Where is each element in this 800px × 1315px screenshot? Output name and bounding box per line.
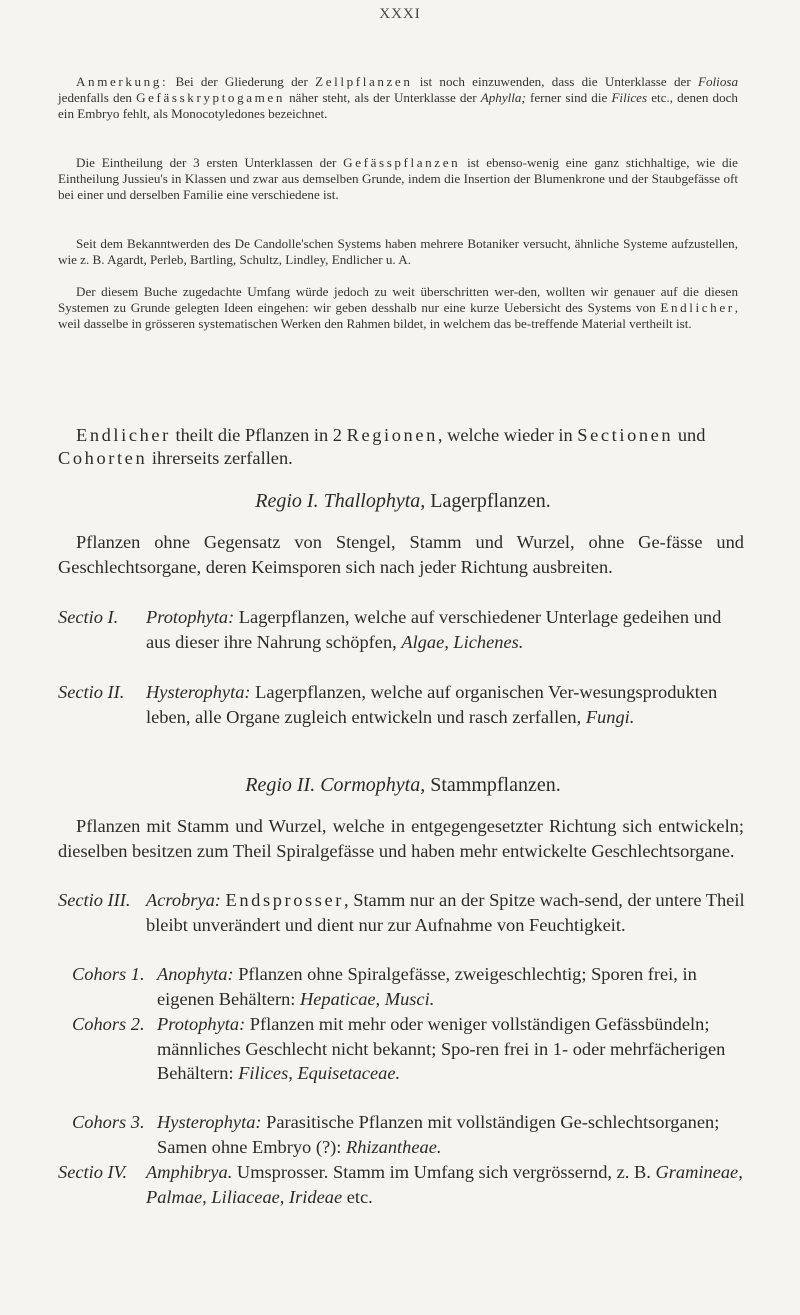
entry-name: Protophyta: — [146, 607, 235, 627]
term: Endlicher — [660, 300, 735, 315]
examples: Hepaticae, Musci. — [299, 988, 435, 1009]
term: Sectionen — [577, 425, 674, 445]
text: , Stamm nur an der Spitze wach-send, der untere Theil bleibt unverändert und dient nur zur Aufnahme von Feuchtigkeit. — [146, 890, 745, 935]
anmerkung-label: Anmerkung: — [76, 74, 169, 89]
text: ist noch einzuwenden, dass die Unterklasse der — [412, 74, 698, 89]
examples: Algae, Lichenes. — [401, 631, 524, 652]
heading-label: Regio I. — [255, 490, 319, 512]
examples: Fungi. — [585, 706, 635, 727]
heading-label: Regio II. — [245, 774, 316, 796]
term: Cohorten — [58, 448, 148, 468]
text: Pflanzen mit mehr oder weniger vollständigen Gefässbündeln; männliches Geschlecht nicht bekannt; Spo-ren frei in 1- oder mehrfächerigen Behältern: — [157, 1014, 726, 1083]
text: näher steht, als der Unterklasse der — [284, 90, 481, 105]
text: Parasitische Pflanzen mit vollständigen Ge-schlechtsorganen; Samen ohne Embryo (?): — [157, 1112, 720, 1157]
term: Gefässpflanzen — [343, 155, 461, 170]
sectio-1 — [58, 605, 748, 654]
text: theilt die Pflanzen in 2 — [170, 425, 347, 445]
entry-name: Anophyta: — [157, 964, 234, 984]
text: Pflanzen mit Stamm und Wurzel, welche in entgegengesetzter Richtung sich entwickeln; dieselben besitzen zum Theil Spiralgefässe und haben mehr entwickelte Geschlechtsorgane. — [58, 816, 744, 861]
entry-label: Sectio III. — [58, 890, 131, 910]
examples: Rhizantheae. — [345, 1136, 442, 1157]
examples: Filices, Equisetaceae. — [238, 1063, 401, 1083]
text: Lagerpflanzen, welche auf organischen Ver-wesungsprodukten leben, alle Organe zugleich entwickeln und rasch zerfallen, — [146, 682, 718, 727]
heading-german: Lagerpflanzen. — [430, 490, 551, 512]
term: Zellpflanzen — [315, 74, 413, 89]
entry-label: Cohors 2. — [72, 1014, 145, 1034]
text: ist ebenso-wenig eine ganz stichhaltige, wie die Eintheilung Jussieu's in Klassen und zwar aus demselben Grunde, indem die Insertion der Blumenkrone und der Staubgefässe oft bei einer und derselben Familie eine verschiedene ist. — [58, 155, 738, 202]
text: etc., denen doch ein Embryo fehlt, als Monocotyledones bezeichnet. — [58, 90, 738, 121]
text: , welche wieder in — [437, 425, 578, 445]
term: Endsprosser — [225, 890, 345, 910]
entry-label: Cohors 3. — [72, 1112, 145, 1132]
entry-name: Protophyta: — [157, 1014, 246, 1034]
regio-2-description — [58, 814, 744, 863]
text: ihrerseits zerfallen. — [147, 448, 293, 468]
heading-latin: Cormophyta, — [320, 774, 426, 796]
entry-name: Acrobrya: — [146, 890, 221, 910]
heading-latin: Thallophyta, — [323, 490, 426, 512]
term: Gefässkryptogamen — [136, 90, 285, 105]
sectio-4 — [58, 1160, 748, 1209]
anmerkung-paragraph — [58, 74, 738, 122]
term: Regionen — [346, 425, 438, 445]
term: Aphylla; — [480, 90, 526, 105]
text: Lagerpflanzen, welche auf verschiedener Unterlage gedeihen und aus dieser ihre Nahrung schöpfen, — [146, 607, 722, 652]
text: und — [673, 425, 706, 445]
sectio-2 — [58, 680, 748, 729]
regio-1-description — [58, 530, 744, 579]
entry-name: Hysterophyta: — [146, 682, 251, 702]
text: Bei der Gliederung der — [168, 74, 316, 89]
term: Endlicher — [76, 425, 171, 445]
cohors-2 — [58, 1012, 748, 1086]
text: Der diesem Buche zugedachte Umfang würde jedoch zu weit überschritten wer-den, wollten wir genauer auf die diesen Systemen zu Grunde gelegten Ideen eingehen: wir geben desshalb nur eine kurze Uebersicht des Systems von — [58, 284, 738, 315]
regio-1-heading — [58, 490, 748, 513]
term: Filices — [611, 90, 648, 105]
text: Pflanzen ohne Spiralgefässe, zweigeschlechtig; Sporen frei, in eigenen Behältern: — [157, 964, 697, 1009]
text: etc. — [342, 1186, 373, 1207]
text: Seit dem Bekanntwerden des De Candolle'schen Systems haben mehrere Botaniker versucht, ähnliche Systeme aufzustellen, wie z. B. Agardt, Perleb, Bartling, Schultz, Lindley, Endlicher u. A. — [58, 236, 738, 267]
entry-label: Cohors 1. — [72, 964, 145, 984]
regio-2-heading — [58, 774, 748, 797]
text: jedenfalls den — [58, 90, 137, 105]
entry-label: Sectio IV. — [58, 1162, 128, 1182]
entry-name: Hysterophyta: — [157, 1112, 262, 1132]
entry-label: Sectio I. — [58, 607, 119, 627]
heading-german: Stammpflanzen. — [430, 774, 561, 796]
entry-name: Amphibrya. — [146, 1162, 233, 1182]
text: Pflanzen ohne Gegensatz von Stengel, Stamm und Wurzel, ohne Ge-fässe und Geschlechtsorgane, deren Keimsporen sich nach jeder Richtung ausbreiten. — [58, 532, 744, 577]
examples: Gramineae, Palmae, Liliaceae, Irideae — [146, 1162, 743, 1207]
sectio-3 — [58, 888, 748, 937]
cohors-3 — [58, 1110, 748, 1159]
text: ferner sind die — [525, 90, 612, 105]
seit-dem-paragraph — [58, 236, 738, 268]
page-number: XXXI — [379, 6, 421, 22]
term: Foliosa — [698, 74, 739, 89]
eintheilung-paragraph — [58, 155, 738, 203]
text: , weil dasselbe in grösseren systematischen Werken den Rahmen bildet, in welchem das be-treffende Material vertheilt ist. — [58, 300, 738, 331]
text: Umsprosser. Stamm im Umfang sich vergrössernd, z. B. — [232, 1162, 656, 1182]
buch-paragraph — [58, 284, 738, 332]
text: Die Eintheilung der 3 ersten Unterklassen der — [76, 155, 344, 170]
entry-label: Sectio II. — [58, 682, 125, 702]
intro-paragraph — [58, 424, 748, 470]
cohors-1 — [58, 962, 748, 1011]
